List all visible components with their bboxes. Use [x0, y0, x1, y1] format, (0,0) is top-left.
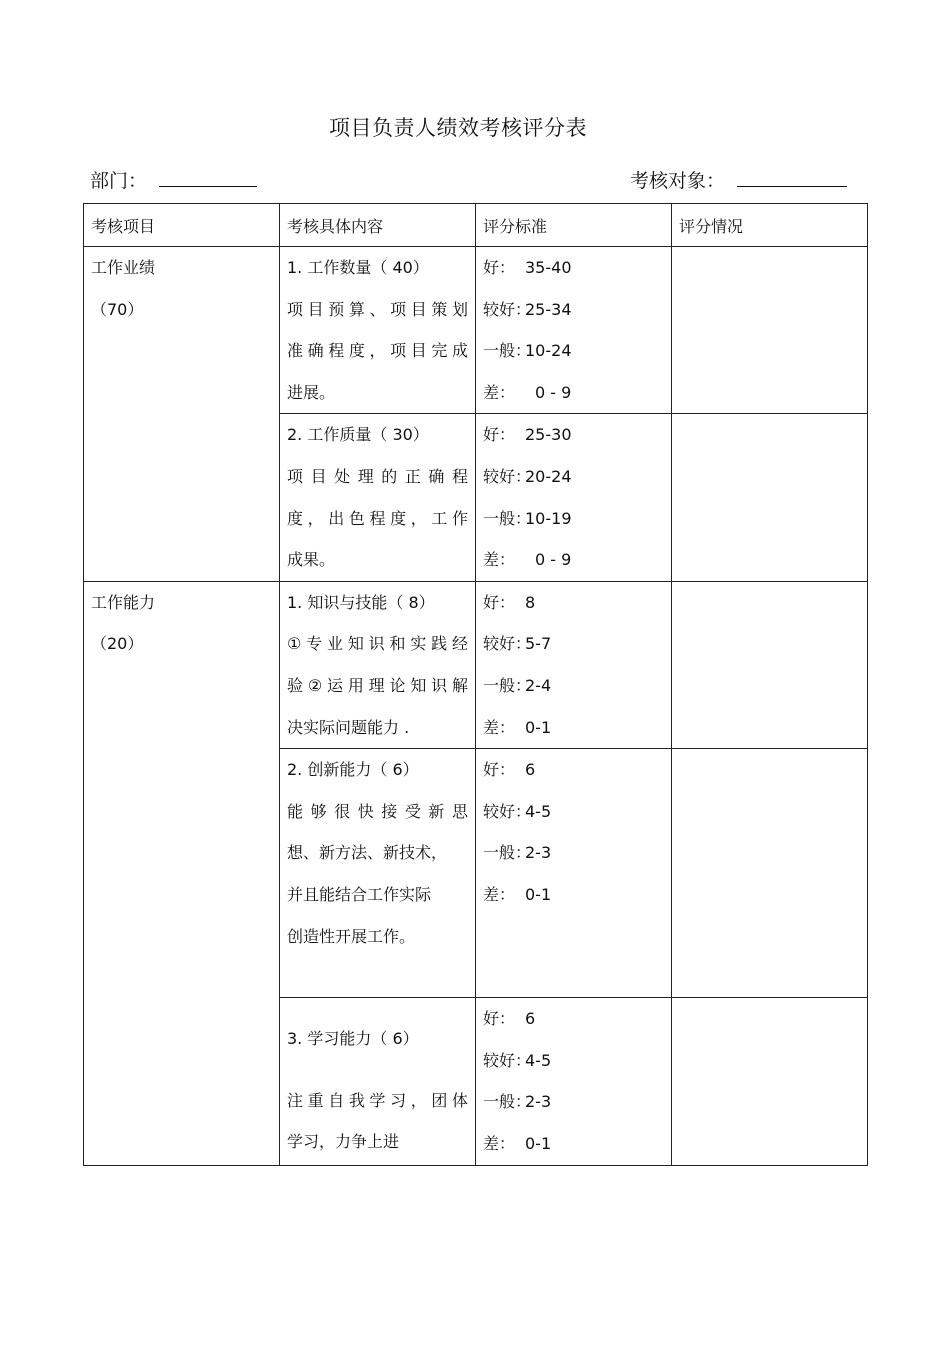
header-row [84, 204, 868, 247]
criterion: 好： 25-30 [483, 425, 572, 445]
section-cell [84, 581, 280, 1165]
page-title: 项目负责人绩效考核评分表 [329, 116, 587, 140]
score-table [83, 203, 868, 1166]
item-line: 验②运用理论知识解 [287, 675, 468, 695]
department-blank [159, 164, 257, 187]
content-cell [280, 581, 476, 748]
item-line: 学习，力争上进 [287, 1132, 400, 1152]
item-line: 度，出色程度，工作 [287, 508, 468, 528]
item-line: 想、新方法、新技术， [287, 843, 448, 863]
criterion: 好： 35-40 [483, 258, 572, 277]
target-label: 考核对象： [630, 170, 726, 192]
item-line: 进展。 [287, 382, 336, 402]
item-heading: 1. 工作数量（ 40） [287, 258, 429, 277]
item-line: 准确程度，项目完成 [287, 341, 468, 361]
item-line: 项目处理的正确程 [287, 466, 468, 486]
criterion: 较好：20-24 [483, 466, 572, 486]
criteria-cell [476, 998, 672, 1165]
content-cell [280, 749, 476, 998]
section-name: 工作能力 [91, 592, 156, 612]
target-field [630, 164, 847, 193]
score-cell[interactable] [672, 998, 868, 1165]
score-cell[interactable] [672, 414, 868, 581]
criteria-cell [476, 581, 672, 748]
table-row [84, 581, 868, 748]
criterion: 差： 0-1 [483, 717, 552, 737]
item-heading: 2. 工作质量（ 30） [287, 425, 429, 445]
criterion: 差： 0 - 9 [483, 550, 572, 570]
item-line: ①专业知识和实践经 [287, 634, 468, 654]
content-cell [280, 247, 476, 414]
criterion: 一般：2-3 [483, 843, 552, 863]
item-line: 并且能结合工作实际 [287, 884, 432, 904]
criterion: 较好：4-5 [483, 801, 552, 821]
target-blank [737, 164, 847, 187]
criterion: 一般：10-24 [483, 341, 572, 361]
criterion: 好： 8 [483, 592, 536, 612]
item-heading: 2. 创新能力（ 6） [287, 760, 419, 780]
item-line: 注重自我学习，团体 [287, 1090, 468, 1110]
criterion: 好： 6 [483, 1009, 536, 1029]
section-cell [84, 247, 280, 582]
table-row [84, 247, 868, 414]
score-cell[interactable] [672, 749, 868, 998]
section-points: （70） [91, 299, 144, 319]
criterion: 一般：10-19 [483, 508, 572, 528]
criterion: 较好：25-34 [483, 299, 572, 319]
header-criteria: 评分标准 [476, 204, 672, 247]
header-content: 考核具体内容 [280, 204, 476, 247]
score-cell[interactable] [672, 247, 868, 414]
score-cell[interactable] [672, 581, 868, 748]
item-line: 创造性开展工作。 [287, 926, 416, 946]
item-line: 决实际问题能力 . [287, 717, 410, 737]
item-heading: 3. 学习能力（ 6） [287, 1029, 419, 1049]
criterion: 差： 0-1 [483, 1133, 552, 1153]
item-line: 能够很快接受新思 [287, 801, 468, 821]
criterion: 一般：2-4 [483, 675, 552, 695]
criterion: 好： 6 [483, 760, 536, 780]
criteria-cell [476, 247, 672, 414]
item-line: 项目预算、项目策划 [287, 299, 468, 319]
content-cell [280, 998, 476, 1165]
criteria-cell [476, 749, 672, 998]
criterion: 较好：4-5 [483, 1050, 552, 1070]
content-cell [280, 414, 476, 581]
criterion: 差： 0 - 9 [483, 382, 572, 402]
criterion: 较好：5-7 [483, 634, 552, 654]
department-field [90, 164, 257, 193]
item-heading: 1. 知识与技能（ 8） [287, 592, 435, 612]
item-line: 成果。 [287, 550, 336, 570]
criterion: 差： 0-1 [483, 884, 552, 904]
criteria-cell [476, 414, 672, 581]
header-score: 评分情况 [672, 204, 868, 247]
header-item: 考核项目 [84, 204, 280, 247]
department-label: 部门： [90, 170, 148, 192]
section-points: （20） [91, 634, 144, 654]
criterion: 一般：2-3 [483, 1092, 552, 1112]
section-name: 工作业绩 [91, 258, 156, 277]
